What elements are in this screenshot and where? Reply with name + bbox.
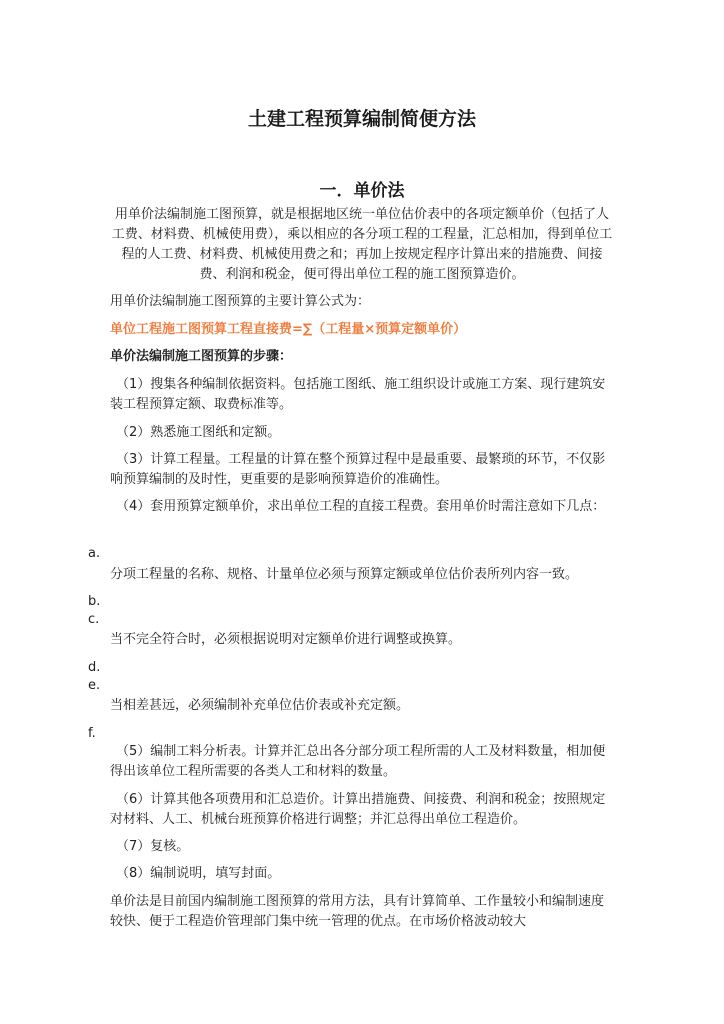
- list-marker-c: c.: [88, 612, 100, 627]
- note-a: 分项工程量的名称、规格、计量单位必须与预算定额或单位估价表所列内容一致。: [110, 567, 579, 582]
- step-3: （3）计算工程量。工程量的计算在整个预算过程中是最重要、最繁琐的环节，不仅影响预算编制的及时性，更重要的是影响预算造价的准确性。: [110, 452, 606, 487]
- list-marker-e: e.: [88, 678, 101, 693]
- formula-text: 单位工程施工图预算工程直接费=∑（工程量×预算定额单价）: [110, 322, 467, 337]
- note-c: 当不完全符合时，必须根据说明对定额单价进行调整或换算。: [110, 632, 462, 647]
- formula-intro: 用单价法编制施工图预算的主要计算公式为：: [110, 294, 371, 309]
- list-marker-a: a.: [88, 546, 101, 561]
- step-8: （8）编制说明，填写封面。: [116, 866, 281, 881]
- step-2: （2）熟悉施工图纸和定额。: [116, 425, 281, 440]
- list-marker-f: f.: [88, 726, 96, 741]
- step-1: （1）搜集各种编制依据资料。包括施工图纸、施工组织设计或施工方案、现行建筑安装工程预算定额、取费标准等。: [110, 377, 606, 412]
- step-4: （4）套用预算定额单价，求出单位工程的直接工程费。套用单价时需注意如下几点：: [116, 499, 606, 514]
- intro-paragraph: 用单价法编制施工图预算，就是根据地区统一单位估价表中的各项定额单价（包括了人工费、材料费、机械使用费），乘以相应的各分项工程的工程量，汇总相加，得到单位工程的人工费、材料费、机械使用费之和；再加上按规定程序计算出来的措施费、间接费、利润和税金，便可得出单位工程的施工图预算造价。: [111, 207, 613, 282]
- conclusion-paragraph: 单价法是目前国内编制施工图预算的常用方法，具有计算简单、工作量较小和编制速度较快、便于工程造价管理部门集中统一管理的优点。在市场价格波动较大: [110, 894, 605, 929]
- section-heading: 一．单价法: [319, 181, 405, 201]
- note-e: 当相差甚远，必须编制补充单位估价表或补充定额。: [110, 698, 410, 713]
- steps-heading: 单价法编制施工图预算的步骤：: [110, 349, 293, 364]
- list-marker-b: b.: [88, 594, 101, 609]
- step-5: （5）编制工料分析表。计算并汇总出各分部分项工程所需的人工及材料数量，相加便得出该单位工程所需要的各类人工和材料的数量。: [110, 744, 606, 779]
- step-7: （7）复核。: [116, 839, 190, 854]
- step-6: （6）计算其他各项费用和汇总造价。计算出措施费、间接费、利润和税金；按照规定对材料、人工、机械台班预算价格进行调整；并汇总得出单位工程造价。: [110, 792, 606, 827]
- document-title: 土建工程预算编制简便方法: [247, 108, 476, 130]
- list-marker-d: d.: [88, 660, 101, 675]
